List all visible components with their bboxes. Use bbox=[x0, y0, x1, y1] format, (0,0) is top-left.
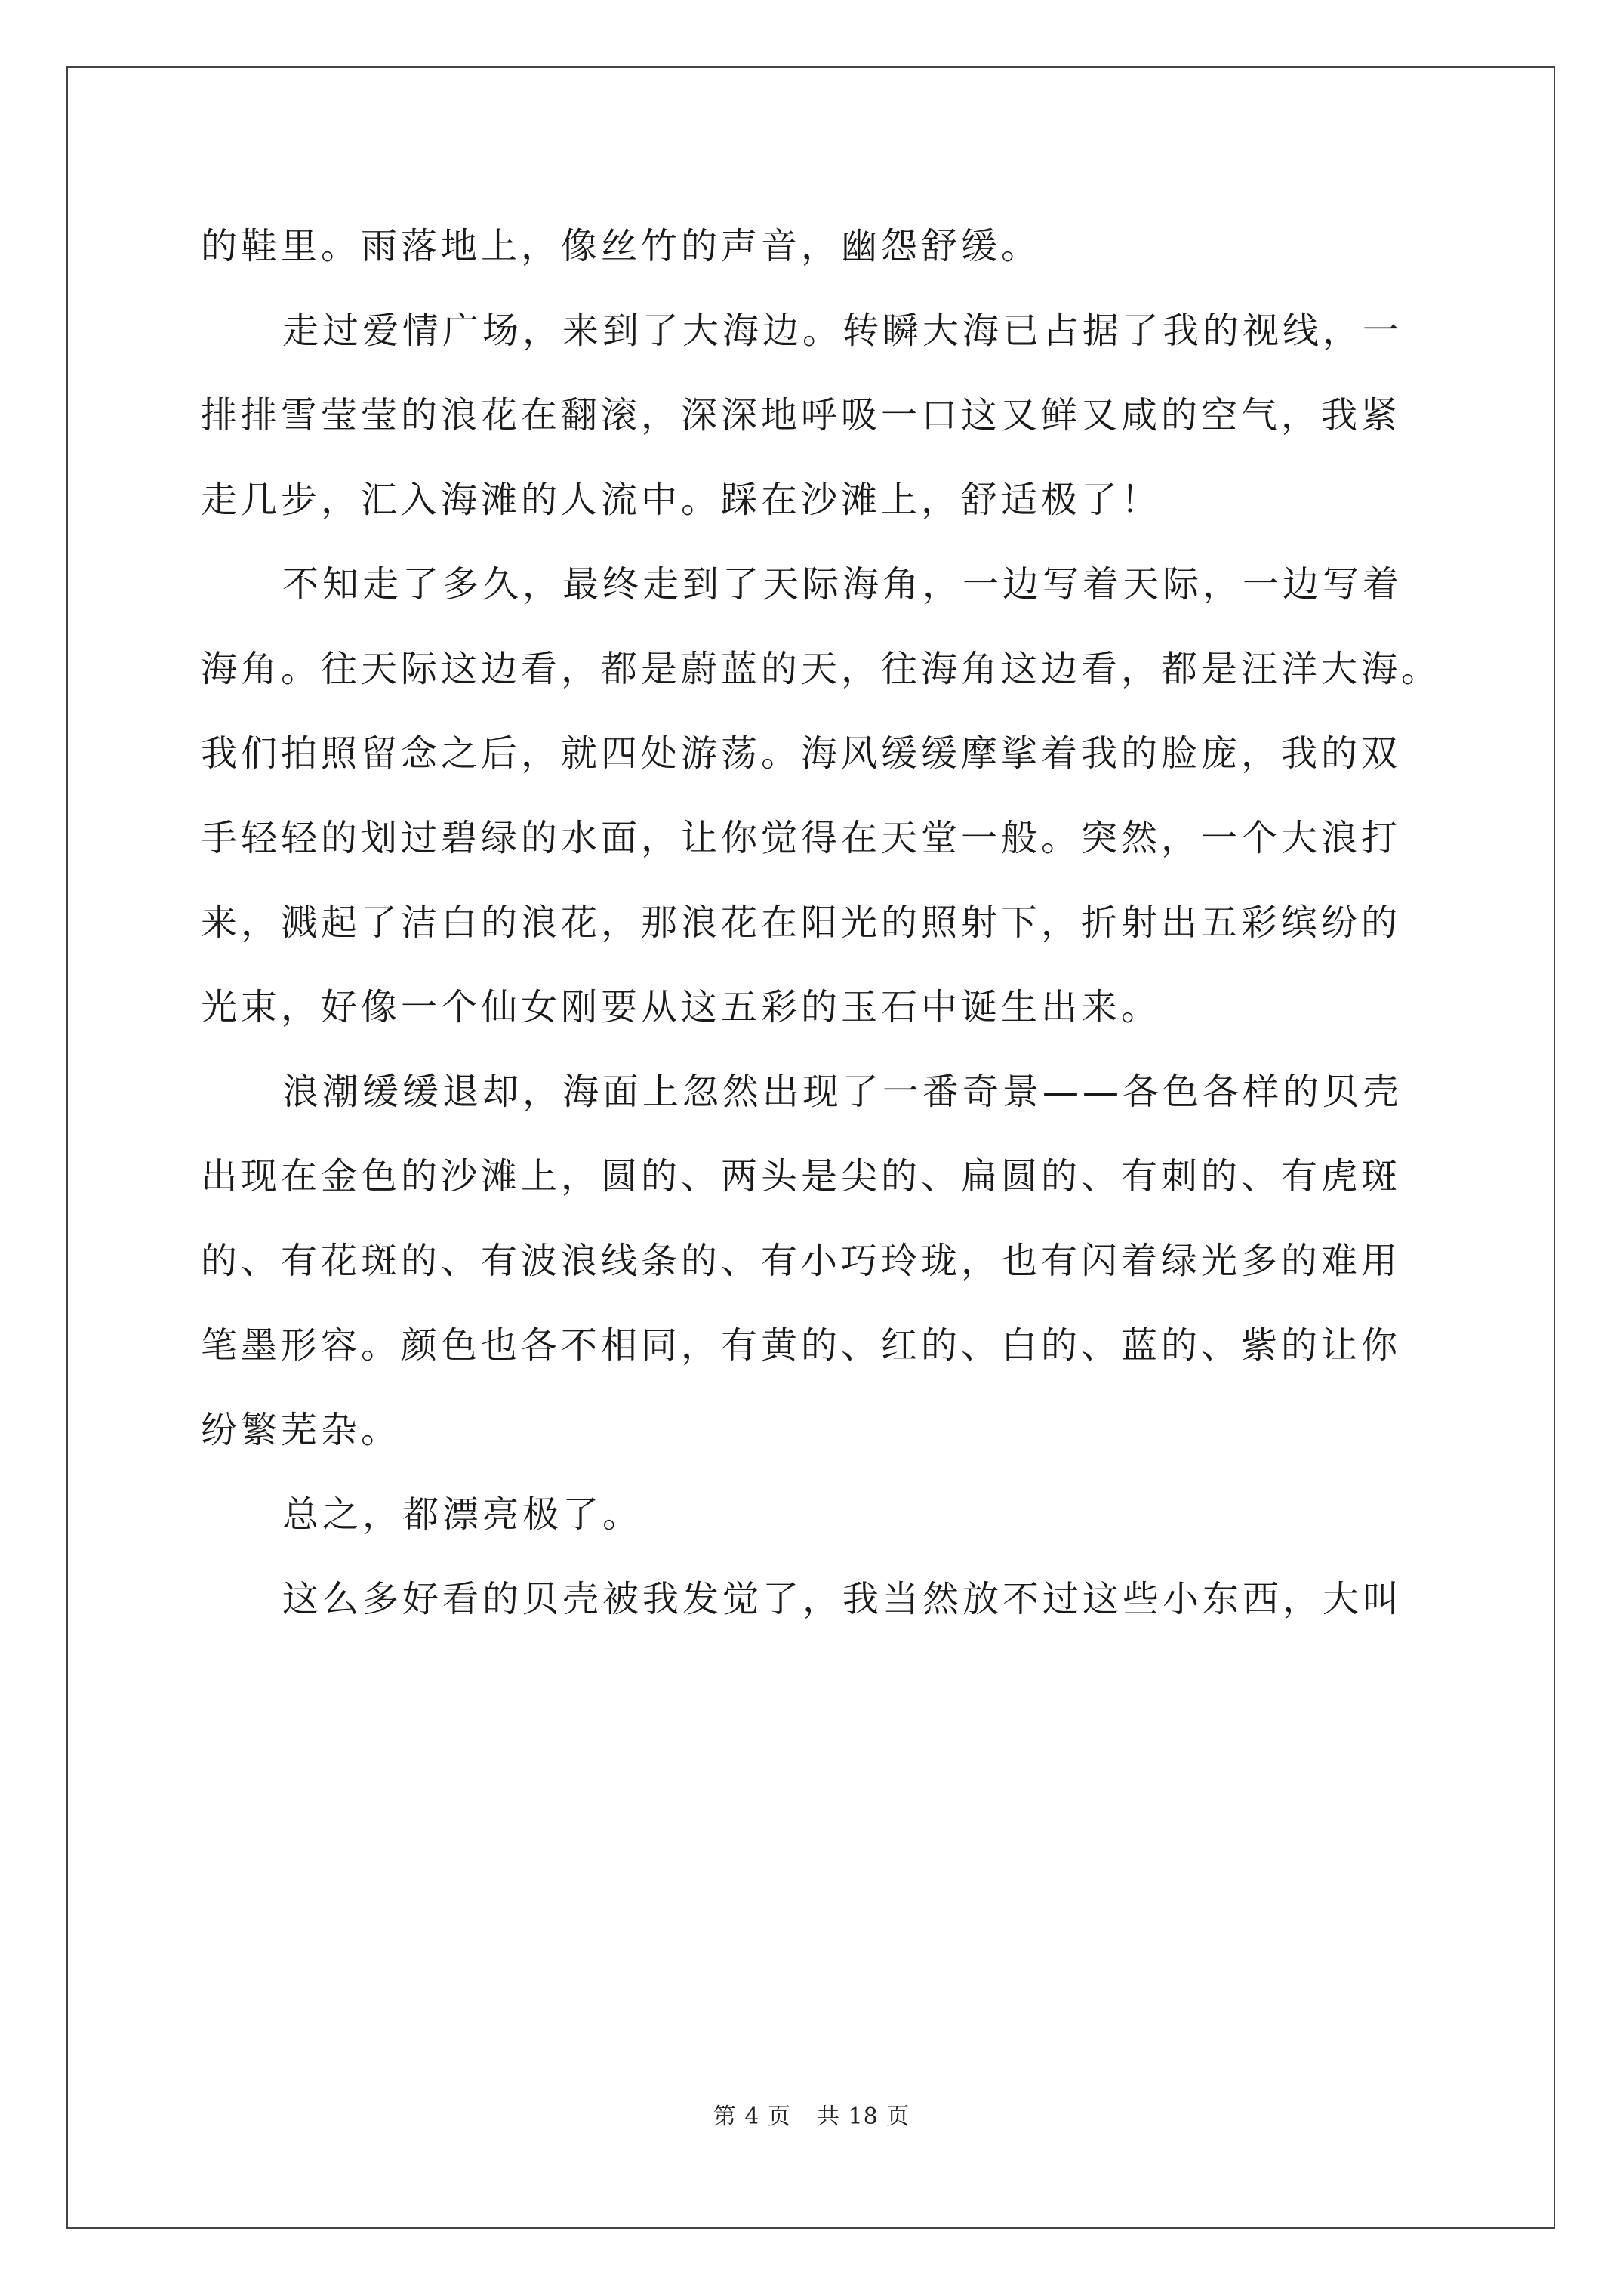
page-total: 共 18 页 bbox=[816, 2103, 910, 2130]
text-line: 海角。往天际这边看，都是蔚蓝的天，往海角这边看，都是汪洋大海。 bbox=[201, 648, 1442, 690]
body-text bbox=[201, 204, 1442, 1641]
text-line: 我们拍照留念之后，就四处游荡。海风缓缓摩挲着我的脸庞，我的双 bbox=[201, 732, 1402, 775]
text-line: 来，溅起了洁白的浪花，那浪花在阳光的照射下，折射出五彩缤纷的 bbox=[201, 901, 1402, 944]
page-footer bbox=[0, 2097, 1623, 2131]
text-line: 总之，都漂亮极了。 bbox=[282, 1493, 643, 1536]
text-line: 光束，好像一个仙女刚要从这五彩的玉石中诞生出来。 bbox=[201, 986, 1162, 1028]
text-line: 不知走了多久，最终走到了天际海角，一边写着天际，一边写着 bbox=[282, 563, 1403, 606]
page-number: 第 4 页 bbox=[713, 2103, 791, 2130]
text-line: 的、有花斑的、有波浪线条的、有小巧玲珑，也有闪着绿光多的难用 bbox=[201, 1240, 1402, 1282]
text-line: 的鞋里。雨落地上，像丝竹的声音，幽怨舒缓。 bbox=[201, 225, 1042, 267]
text-line: 排排雪莹莹的浪花在翻滚，深深地呼吸一口这又鲜又咸的空气，我紧 bbox=[201, 394, 1402, 436]
text-line: 手轻轻的划过碧绿的水面，让你觉得在天堂一般。突然，一个大浪打 bbox=[201, 817, 1402, 859]
text-line: 出现在金色的沙滩上，圆的、两头是尖的、扁圆的、有刺的、有虎斑 bbox=[201, 1155, 1402, 1197]
text-line: 纷繁芜杂。 bbox=[201, 1409, 402, 1451]
text-line: 浪潮缓缓退却，海面上忽然出现了一番奇景——各色各样的贝壳 bbox=[282, 1071, 1403, 1113]
text-line: 走过爱情广场，来到了大海边。转瞬大海已占据了我的视线，一 bbox=[282, 310, 1403, 352]
text-line: 走几步，汇入海滩的人流中。踩在沙滩上，舒适极了！ bbox=[201, 479, 1162, 521]
text-line: 笔墨形容。颜色也各不相同，有黄的、红的、白的、蓝的、紫的让你 bbox=[201, 1324, 1402, 1367]
text-line: 这么多好看的贝壳被我发觉了，我当然放不过这些小东西，大叫 bbox=[282, 1578, 1403, 1620]
